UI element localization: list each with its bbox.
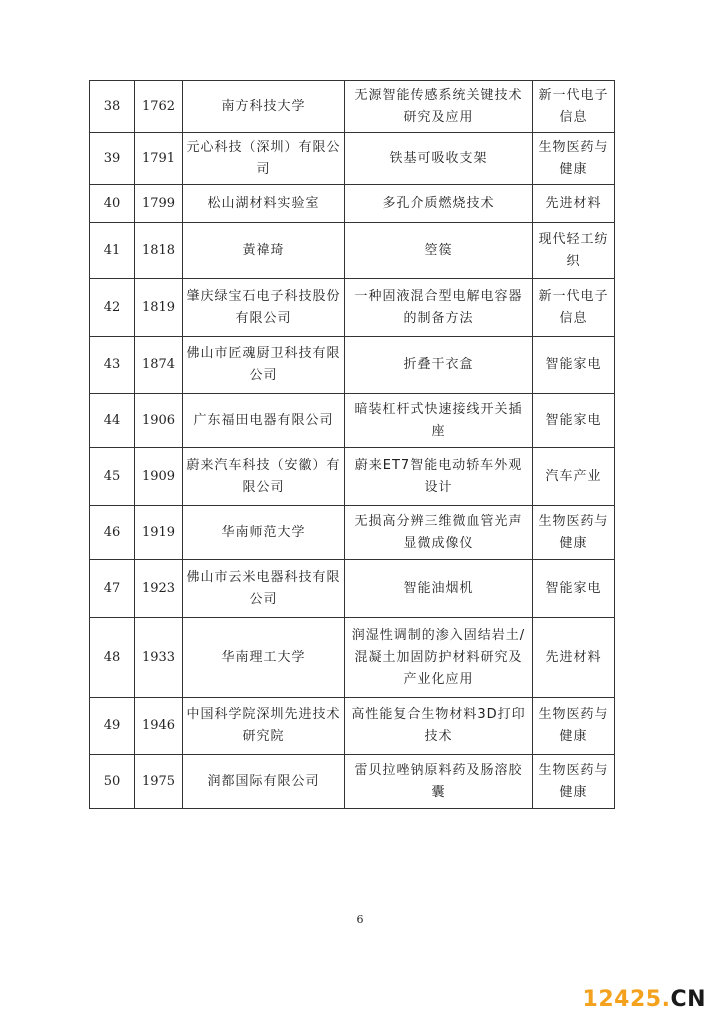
row-number: 40 bbox=[90, 185, 135, 223]
unit-name: 润都国际有限公司 bbox=[183, 755, 345, 809]
unit-name: 元心科技（深圳）有限公司 bbox=[183, 133, 345, 185]
unit-name: 佛山市云米电器科技有限公司 bbox=[183, 560, 345, 618]
project-name: 箜篌 bbox=[345, 223, 533, 279]
page-number: 6 bbox=[356, 913, 364, 926]
row-number: 41 bbox=[90, 223, 135, 279]
industry-field: 生物医药与健康 bbox=[533, 133, 615, 185]
project-name: 高性能复合生物材料3D打印技术 bbox=[345, 698, 533, 755]
industry-field: 智能家电 bbox=[533, 337, 615, 394]
unit-name: 蔚来汽车科技（安徽）有限公司 bbox=[183, 448, 345, 506]
project-code: 1923 bbox=[135, 560, 183, 618]
row-number: 46 bbox=[90, 506, 135, 560]
watermark-dot: . bbox=[661, 987, 671, 1012]
unit-name: 中国科学院深圳先进技术研究院 bbox=[183, 698, 345, 755]
industry-field: 先进材料 bbox=[533, 185, 615, 223]
table-row bbox=[90, 755, 615, 809]
project-name: 无损高分辨三维微血管光声显微成像仪 bbox=[345, 506, 533, 560]
project-code: 1946 bbox=[135, 698, 183, 755]
project-name: 铁基可吸收支架 bbox=[345, 133, 533, 185]
row-number: 42 bbox=[90, 279, 135, 337]
table-row bbox=[90, 698, 615, 755]
industry-field: 智能家电 bbox=[533, 394, 615, 448]
industry-field: 汽车产业 bbox=[533, 448, 615, 506]
row-number: 49 bbox=[90, 698, 135, 755]
industry-field: 新一代电子信息 bbox=[533, 279, 615, 337]
project-name: 智能油烟机 bbox=[345, 560, 533, 618]
project-code: 1919 bbox=[135, 506, 183, 560]
unit-name: 南方科技大学 bbox=[183, 81, 345, 133]
industry-field: 智能家电 bbox=[533, 560, 615, 618]
project-code: 1819 bbox=[135, 279, 183, 337]
project-name: 润湿性调制的渗入固结岩土/混凝土加固防护材料研究及产业化应用 bbox=[345, 618, 533, 698]
project-code: 1975 bbox=[135, 755, 183, 809]
unit-name: 黃禕琦 bbox=[183, 223, 345, 279]
project-name: 暗装杠杆式快速接线开关插座 bbox=[345, 394, 533, 448]
row-number: 38 bbox=[90, 81, 135, 133]
unit-name: 华南师范大学 bbox=[183, 506, 345, 560]
table-row bbox=[90, 506, 615, 560]
industry-field: 先进材料 bbox=[533, 618, 615, 698]
project-name: 一种固液混合型电解电容器的制备方法 bbox=[345, 279, 533, 337]
row-number: 45 bbox=[90, 448, 135, 506]
project-code: 1762 bbox=[135, 81, 183, 133]
row-number: 44 bbox=[90, 394, 135, 448]
industry-field: 生物医药与健康 bbox=[533, 506, 615, 560]
unit-name: 肇庆绿宝石电子科技股份有限公司 bbox=[183, 279, 345, 337]
table-row bbox=[90, 81, 615, 133]
table-body bbox=[90, 81, 615, 809]
table-row bbox=[90, 560, 615, 618]
row-number: 43 bbox=[90, 337, 135, 394]
row-number: 39 bbox=[90, 133, 135, 185]
project-code: 1906 bbox=[135, 394, 183, 448]
project-name: 雷贝拉唑钠原料药及肠溶胶囊 bbox=[345, 755, 533, 809]
industry-field: 新一代电子信息 bbox=[533, 81, 615, 133]
row-number: 50 bbox=[90, 755, 135, 809]
industry-field: 生物医药与健康 bbox=[533, 698, 615, 755]
project-code: 1933 bbox=[135, 618, 183, 698]
site-watermark bbox=[583, 987, 706, 1012]
project-table bbox=[89, 80, 615, 809]
watermark-suffix: CN bbox=[670, 987, 706, 1012]
table-row bbox=[90, 448, 615, 506]
project-code: 1909 bbox=[135, 448, 183, 506]
table-row bbox=[90, 279, 615, 337]
table-row bbox=[90, 223, 615, 279]
project-code: 1818 bbox=[135, 223, 183, 279]
row-number: 47 bbox=[90, 560, 135, 618]
table-row bbox=[90, 133, 615, 185]
industry-field: 现代轻工纺织 bbox=[533, 223, 615, 279]
project-name: 无源智能传感系统关键技术研究及应用 bbox=[345, 81, 533, 133]
unit-name: 松山湖材料实验室 bbox=[183, 185, 345, 223]
project-name: 多孔介质燃烧技术 bbox=[345, 185, 533, 223]
project-code: 1874 bbox=[135, 337, 183, 394]
table-row bbox=[90, 185, 615, 223]
industry-field: 生物医药与健康 bbox=[533, 755, 615, 809]
unit-name: 华南理工大学 bbox=[183, 618, 345, 698]
table-row bbox=[90, 618, 615, 698]
unit-name: 佛山市匠魂厨卫科技有限公司 bbox=[183, 337, 345, 394]
row-number: 48 bbox=[90, 618, 135, 698]
project-code: 1791 bbox=[135, 133, 183, 185]
watermark-digits: 12425 bbox=[582, 987, 662, 1012]
project-code: 1799 bbox=[135, 185, 183, 223]
project-name: 蔚来ET7智能电动轿车外观设计 bbox=[345, 448, 533, 506]
unit-name: 广东福田电器有限公司 bbox=[183, 394, 345, 448]
project-name: 折叠干衣盒 bbox=[345, 337, 533, 394]
table-row bbox=[90, 337, 615, 394]
table-row bbox=[90, 394, 615, 448]
